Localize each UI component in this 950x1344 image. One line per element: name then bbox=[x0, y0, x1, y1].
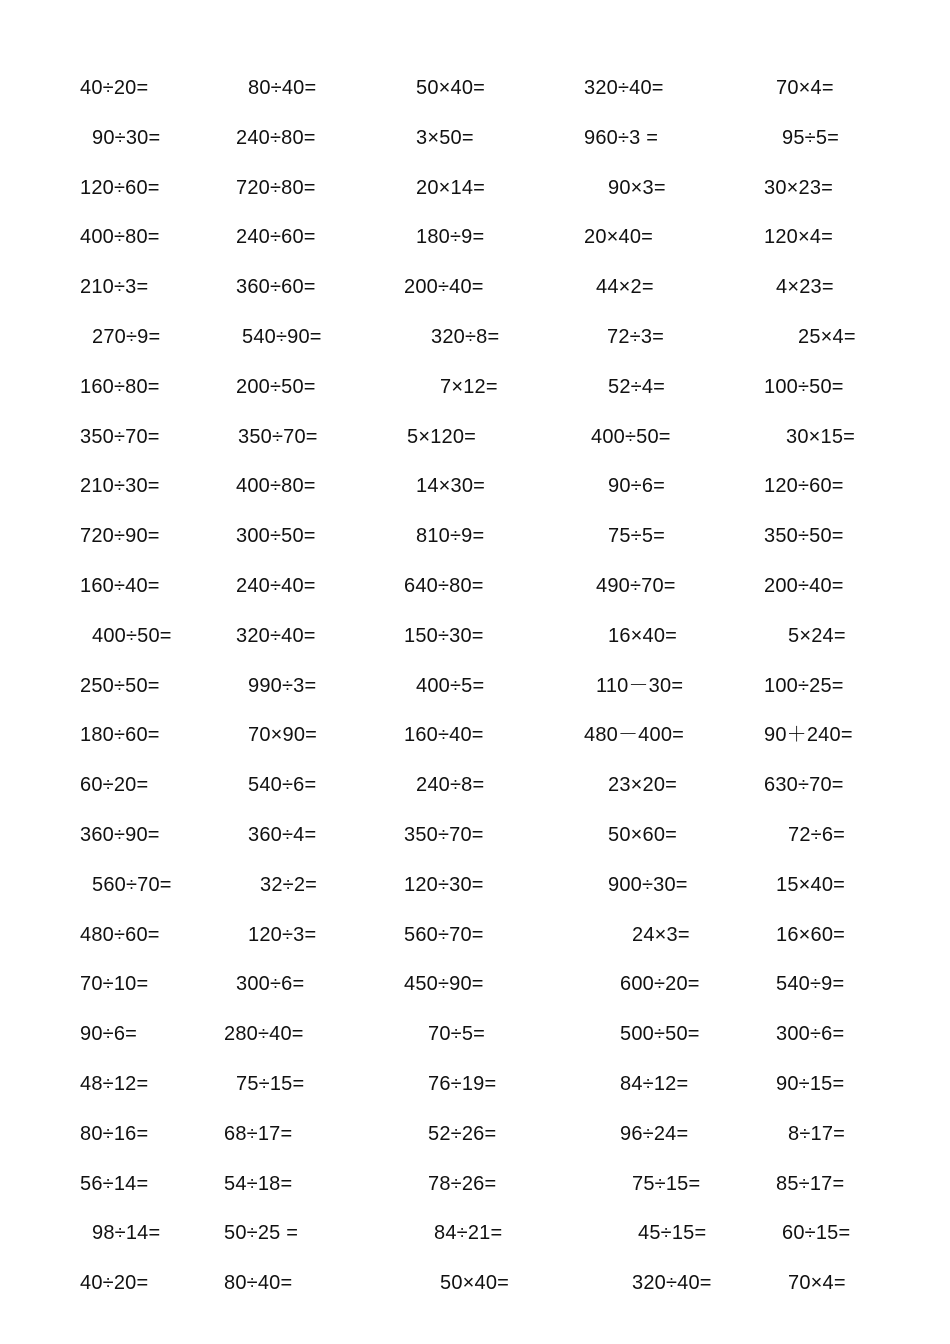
problem-r10-c5: 350÷50= bbox=[764, 525, 844, 547]
problem-r14-c2: 70×90= bbox=[248, 724, 318, 746]
problem-r22-c4: 96÷24= bbox=[620, 1123, 689, 1145]
problem-r6-c5: 25×4= bbox=[798, 326, 856, 348]
problem-r1-c1: 40÷20= bbox=[80, 77, 149, 99]
problem-r19-c1: 70÷10= bbox=[80, 973, 149, 995]
problem-r23-c1: 56÷14= bbox=[80, 1173, 149, 1195]
problem-r23-c4: 75÷15= bbox=[632, 1173, 701, 1195]
problem-r17-c1: 560÷70= bbox=[92, 874, 172, 896]
problem-r12-c2: 320÷40= bbox=[236, 625, 316, 647]
problem-r1-c3: 50×40= bbox=[416, 77, 486, 99]
problem-r13-c3: 400÷5= bbox=[416, 675, 485, 697]
problem-r4-c4: 20×40= bbox=[584, 226, 654, 248]
problem-r23-c2: 54÷18= bbox=[224, 1173, 293, 1195]
problem-r22-c3: 52÷26= bbox=[428, 1123, 497, 1145]
problem-r4-c2: 240÷60= bbox=[236, 226, 316, 248]
problem-r13-c5: 100÷25= bbox=[764, 675, 844, 697]
problem-r17-c2: 32÷2= bbox=[260, 874, 318, 896]
problem-r18-c2: 120÷3= bbox=[248, 924, 317, 946]
problem-r24-c5: 60÷15= bbox=[782, 1222, 851, 1244]
problem-r7-c2: 200÷50= bbox=[236, 376, 316, 398]
problem-r6-c1: 270÷9= bbox=[92, 326, 161, 348]
problem-r18-c5: 16×60= bbox=[776, 924, 846, 946]
problem-r9-c5: 120÷60= bbox=[764, 475, 844, 497]
problem-r19-c2: 300÷6= bbox=[236, 973, 305, 995]
problem-r2-c1: 90÷30= bbox=[92, 127, 161, 149]
problem-r7-c5: 100÷50= bbox=[764, 376, 844, 398]
problem-r16-c5: 72÷6= bbox=[788, 824, 846, 846]
problem-r13-c1: 250÷50= bbox=[80, 675, 160, 697]
problem-r6-c3: 320÷8= bbox=[431, 326, 500, 348]
problem-r13-c4: 110－30= bbox=[596, 675, 684, 697]
problem-r11-c2: 240÷40= bbox=[236, 575, 316, 597]
problem-r11-c4: 490÷70= bbox=[596, 575, 676, 597]
problem-r15-c5: 630÷70= bbox=[764, 774, 844, 796]
problem-r3-c3: 20×14= bbox=[416, 177, 486, 199]
problem-r16-c2: 360÷4= bbox=[248, 824, 317, 846]
problem-r8-c3: 5×120= bbox=[407, 426, 477, 448]
problem-r19-c3: 450÷90= bbox=[404, 973, 484, 995]
problem-r25-c1: 40÷20= bbox=[80, 1272, 149, 1294]
problem-r4-c3: 180÷9= bbox=[416, 226, 485, 248]
problem-r22-c1: 80÷16= bbox=[80, 1123, 149, 1145]
problem-r25-c2: 80÷40= bbox=[224, 1272, 293, 1294]
problem-r25-c4: 320÷40= bbox=[632, 1272, 712, 1294]
problem-r25-c3: 50×40= bbox=[440, 1272, 510, 1294]
problem-r21-c3: 76÷19= bbox=[428, 1073, 497, 1095]
problem-r5-c5: 4×23= bbox=[776, 276, 834, 298]
problem-r24-c2: 50÷25 = bbox=[224, 1222, 299, 1244]
problem-r1-c2: 80÷40= bbox=[248, 77, 317, 99]
problem-r6-c2: 540÷90= bbox=[242, 326, 322, 348]
problem-r18-c4: 24×3= bbox=[632, 924, 690, 946]
problem-r3-c5: 30×23= bbox=[764, 177, 834, 199]
problem-r19-c5: 540÷9= bbox=[776, 973, 845, 995]
problem-r20-c3: 70÷5= bbox=[428, 1023, 486, 1045]
problem-r25-c5: 70×4= bbox=[788, 1272, 846, 1294]
problem-r16-c3: 350÷70= bbox=[404, 824, 484, 846]
problem-r24-c3: 84÷21= bbox=[434, 1222, 503, 1244]
problem-r18-c3: 560÷70= bbox=[404, 924, 484, 946]
problem-r13-c2: 990÷3= bbox=[248, 675, 317, 697]
problem-r10-c3: 810÷9= bbox=[416, 525, 485, 547]
problem-r16-c4: 50×60= bbox=[608, 824, 678, 846]
problem-r14-c5: 90＋240= bbox=[764, 724, 853, 746]
problem-r23-c5: 85÷17= bbox=[776, 1173, 845, 1195]
problem-r4-c1: 400÷80= bbox=[80, 226, 160, 248]
problem-r14-c3: 160÷40= bbox=[404, 724, 484, 746]
problem-r11-c5: 200÷40= bbox=[764, 575, 844, 597]
problem-r20-c5: 300÷6= bbox=[776, 1023, 845, 1045]
problem-r17-c3: 120÷30= bbox=[404, 874, 484, 896]
problem-r5-c1: 210÷3= bbox=[80, 276, 149, 298]
problem-r11-c1: 160÷40= bbox=[80, 575, 160, 597]
problem-r4-c5: 120×4= bbox=[764, 226, 834, 248]
problem-r8-c2: 350÷70= bbox=[238, 426, 318, 448]
problem-r17-c5: 15×40= bbox=[776, 874, 846, 896]
problem-r20-c4: 500÷50= bbox=[620, 1023, 700, 1045]
problem-r2-c4: 960÷3 = bbox=[584, 127, 659, 149]
problem-r19-c4: 600÷20= bbox=[620, 973, 700, 995]
problem-r3-c2: 720÷80= bbox=[236, 177, 316, 199]
problem-r24-c1: 98÷14= bbox=[92, 1222, 161, 1244]
problem-r3-c1: 120÷60= bbox=[80, 177, 160, 199]
problem-r8-c1: 350÷70= bbox=[80, 426, 160, 448]
problem-r6-c4: 72÷3= bbox=[607, 326, 665, 348]
problem-r5-c2: 360÷60= bbox=[236, 276, 316, 298]
problem-r15-c4: 23×20= bbox=[608, 774, 678, 796]
problem-r15-c3: 240÷8= bbox=[416, 774, 485, 796]
problem-r10-c2: 300÷50= bbox=[236, 525, 316, 547]
problem-r21-c5: 90÷15= bbox=[776, 1073, 845, 1095]
problem-r17-c4: 900÷30= bbox=[608, 874, 688, 896]
problem-r21-c1: 48÷12= bbox=[80, 1073, 149, 1095]
problem-r5-c3: 200÷40= bbox=[404, 276, 484, 298]
problem-r1-c4: 320÷40= bbox=[584, 77, 664, 99]
problem-r18-c1: 480÷60= bbox=[80, 924, 160, 946]
problem-r1-c5: 70×4= bbox=[776, 77, 834, 99]
problem-r7-c4: 52÷4= bbox=[608, 376, 666, 398]
problem-r9-c1: 210÷30= bbox=[80, 475, 160, 497]
problem-r14-c4: 480－400= bbox=[584, 724, 685, 746]
problem-r8-c5: 30×15= bbox=[786, 426, 856, 448]
problem-r11-c3: 640÷80= bbox=[404, 575, 484, 597]
problem-r15-c2: 540÷6= bbox=[248, 774, 317, 796]
problem-r2-c2: 240÷80= bbox=[236, 127, 316, 149]
problem-r7-c3: 7×12= bbox=[440, 376, 498, 398]
problem-r12-c1: 400÷50= bbox=[92, 625, 172, 647]
problem-r21-c4: 84÷12= bbox=[620, 1073, 689, 1095]
problem-r8-c4: 400÷50= bbox=[591, 426, 671, 448]
problem-r12-c3: 150÷30= bbox=[404, 625, 484, 647]
problem-r5-c4: 44×2= bbox=[596, 276, 654, 298]
problem-r2-c5: 95÷5= bbox=[782, 127, 840, 149]
problem-r3-c4: 90×3= bbox=[608, 177, 666, 199]
problem-r2-c3: 3×50= bbox=[416, 127, 474, 149]
problem-r10-c1: 720÷90= bbox=[80, 525, 160, 547]
problem-r20-c1: 90÷6= bbox=[80, 1023, 138, 1045]
problem-r9-c2: 400÷80= bbox=[236, 475, 316, 497]
problem-r14-c1: 180÷60= bbox=[80, 724, 160, 746]
problem-r16-c1: 360÷90= bbox=[80, 824, 160, 846]
problem-r15-c1: 60÷20= bbox=[80, 774, 149, 796]
problem-r22-c2: 68÷17= bbox=[224, 1123, 293, 1145]
problem-r20-c2: 280÷40= bbox=[224, 1023, 304, 1045]
problem-r12-c4: 16×40= bbox=[608, 625, 678, 647]
problem-r22-c5: 8÷17= bbox=[788, 1123, 846, 1145]
problem-r7-c1: 160÷80= bbox=[80, 376, 160, 398]
problem-r9-c4: 90÷6= bbox=[608, 475, 666, 497]
problem-r21-c2: 75÷15= bbox=[236, 1073, 305, 1095]
problem-r12-c5: 5×24= bbox=[788, 625, 846, 647]
problem-r10-c4: 75÷5= bbox=[608, 525, 666, 547]
problem-r23-c3: 78÷26= bbox=[428, 1173, 497, 1195]
problem-r24-c4: 45÷15= bbox=[638, 1222, 707, 1244]
problem-r9-c3: 14×30= bbox=[416, 475, 486, 497]
